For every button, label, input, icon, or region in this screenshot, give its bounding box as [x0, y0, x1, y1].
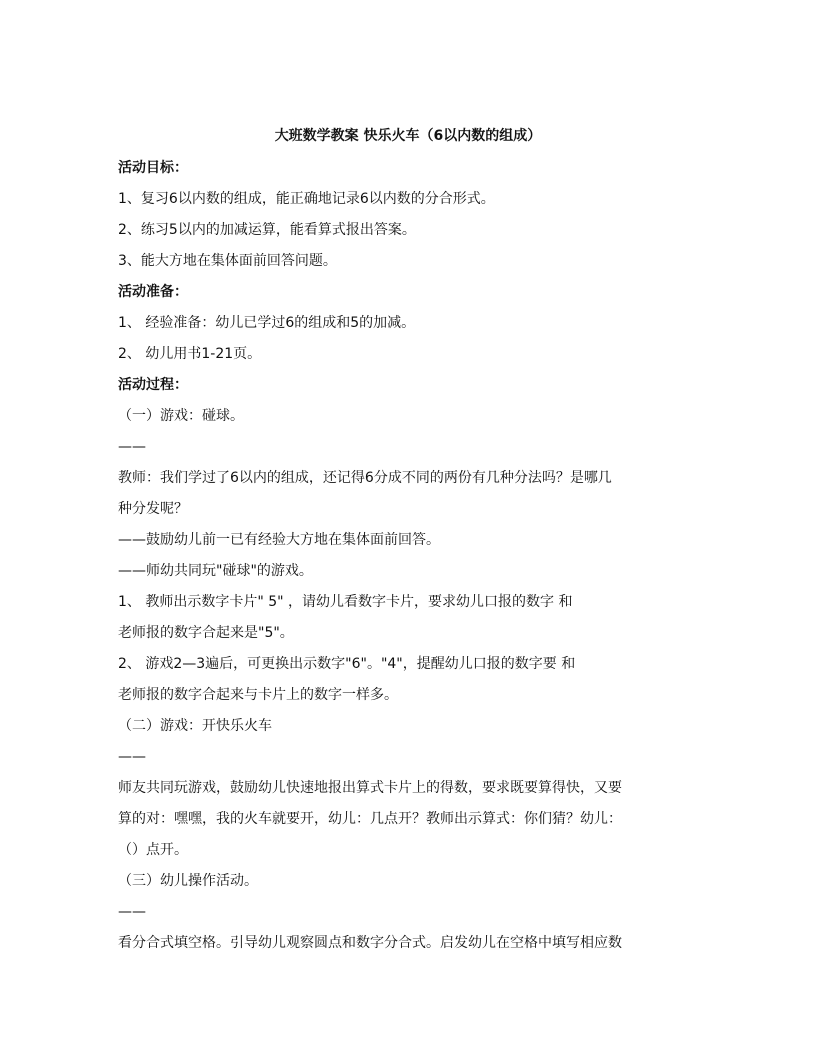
paragraph-line: （）点开。 — [118, 842, 188, 858]
section-heading: 活动目标： — [118, 160, 188, 176]
paragraph-line: 1、 经验准备：幼儿已学过6的组成和5的加减。 — [118, 315, 416, 331]
paragraph-line: 3、能大方地在集体面前回答问题。 — [118, 253, 337, 269]
paragraph-line: —— — [118, 904, 146, 920]
section-heading: 活动过程： — [118, 377, 188, 393]
paragraph-line: 老师报的数字合起来是"5"。 — [118, 625, 294, 641]
paragraph-line: —— — [118, 749, 146, 765]
paragraph-line: （二）游戏：开快乐火车 — [118, 718, 272, 734]
paragraph-line: —— — [118, 439, 146, 455]
paragraph-line: 2、练习5以内的加减运算，能看算式报出答案。 — [118, 222, 416, 238]
paragraph-line: 看分合式填空格。引导幼儿观察圆点和数字分合式。启发幼儿在空格中填写相应数 — [118, 935, 622, 951]
paragraph-line: 种分发呢？ — [118, 501, 188, 517]
paragraph-line: ——师幼共同玩"碰球"的游戏。 — [118, 563, 313, 579]
paragraph-line: 老师报的数字合起来与卡片上的数字一样多。 — [118, 687, 398, 703]
paragraph-line: 1、 教师出示数字卡片" 5" ，请幼儿看数字卡片，要求幼儿口报的数字 和 — [118, 594, 573, 610]
paragraph-line: 2、 游戏2—3遍后，可更换出示数字"6"。"4"，提醒幼儿口报的数字要 和 — [118, 656, 576, 672]
paragraph-line: ——鼓励幼儿前一已有经验大方地在集体面前回答。 — [118, 532, 440, 548]
paragraph-line: （三）幼儿操作活动。 — [118, 873, 258, 889]
document-title: 大班数学教案 快乐火车（6以内数的组成） — [274, 128, 542, 144]
paragraph-line: 1、复习6以内数的组成，能正确地记录6以内数的分合形式。 — [118, 191, 495, 207]
paragraph-line: 2、 幼儿用书1-21页。 — [118, 346, 262, 362]
paragraph-line: 算的对：嘿嘿，我的火车就要开，幼儿：几点开？教师出示算式：你们猜？幼儿： — [118, 811, 622, 827]
paragraph-line: 教师：我们学过了6以内的组成，还记得6分成不同的两份有几种分法吗？是哪几 — [118, 470, 612, 486]
document-body — [118, 153, 708, 959]
paragraph-line: 师友共同玩游戏，鼓励幼儿快速地报出算式卡片上的得数，要求既要算得快，又要 — [118, 780, 622, 796]
section-heading: 活动准备： — [118, 284, 188, 300]
paragraph-line: （一）游戏：碰球。 — [118, 408, 244, 424]
